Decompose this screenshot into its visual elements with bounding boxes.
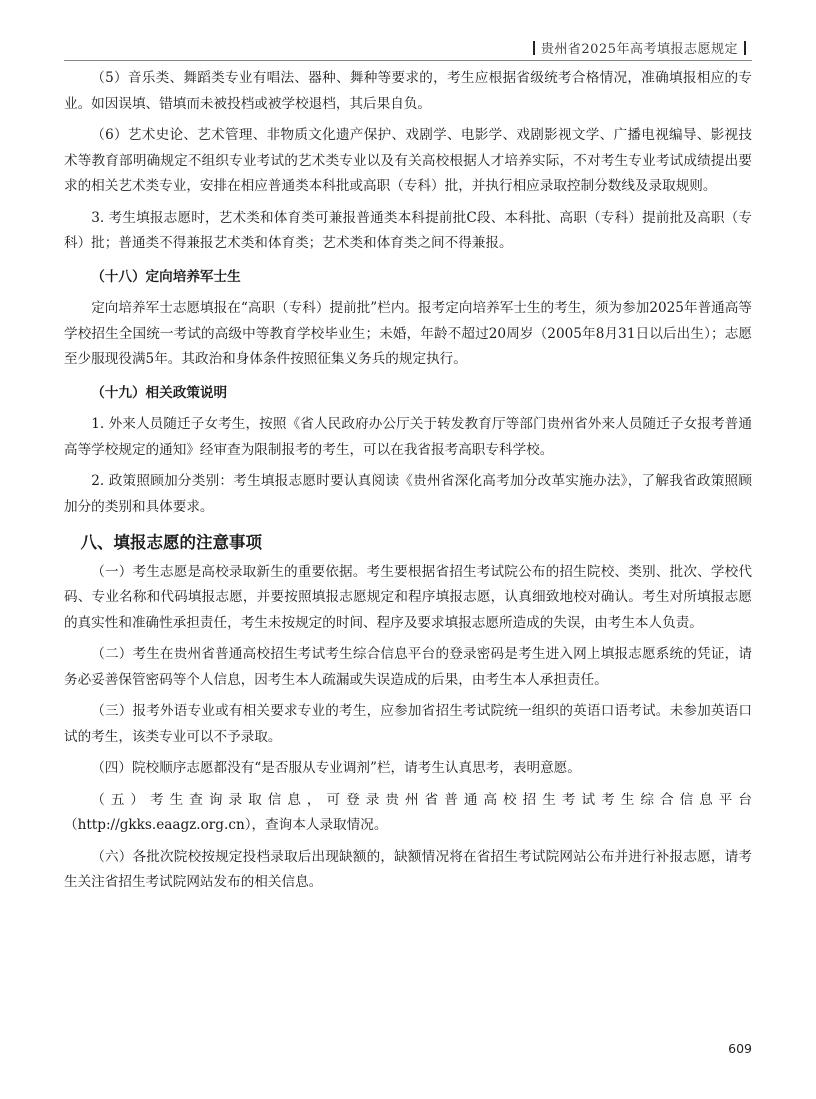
section-8-item-6: （六）各批次院校按规定投档录取后出现缺额的，缺额情况将在省招生考试院网站公布并进行补报志愿，请考生关注省招生考试院网站发布的相关信息。 — [64, 848, 752, 890]
section-8-item-5: （五）考生查询录取信息，可登录贵州省普通高校招生考试考生综合信息平台（http://gkks.eaagz.org.cn），查询本人录取情况。 — [64, 791, 752, 833]
header-bar-left — [533, 41, 535, 55]
paragraph-art-theory: （6）艺术史论、艺术管理、非物质文化遗产保护、戏剧学、电影学、戏剧影视文学、广播电视编导、影视技术等教育部明确规定不组织专业考试的艺术类专业以及有关高校根据人才培养实际，不对考生专业考试成绩提出要求的相关艺术类专业，安排在相应普通类本科批或高职（专科）批，并执行相应录取控制分数线及录取规则。 — [64, 127, 752, 194]
section-8-item-3: （三）报考外语专业或有相关要求专业的考生，应参加省招生考试院统一组织的英语口语考试。未参加英语口试的考生，该类专业可以不予录取。 — [64, 703, 752, 745]
header-bar-right — [744, 41, 746, 55]
paragraph-cross-application: 3. 考生填报志愿时，艺术类和体育类可兼报普通类本科提前批C段、本科批、高职（专科）提前批及高职（专科）批；普通类不得兼报艺术类和体育类；艺术类和体育类之间不得兼报。 — [64, 209, 752, 251]
header-rule — [64, 60, 752, 61]
section-8-item-4: （四）院校顺序志愿都没有“是否服从专业调剂”栏，请考生认真思考，表明意愿。 — [91, 760, 581, 776]
section-18-heading: （十八）定向培养军士生 — [91, 268, 241, 285]
page-body — [64, 66, 752, 896]
section-8-item-1: （一）考生志愿是高校录取新生的重要依据。考生要根据省招生考试院公布的招生院校、类别、批次、学校代码、专业名称和代码填报志愿，并要按照填报志愿规定和程序填报志愿，认真细致地校对确认。考生对所填报志愿的真实性和准确性承担责任，考生未按规定的时间、程序及要求填报志愿所造成的失误，由考生本人负责。 — [64, 563, 752, 631]
section-19-item-2: 2. 政策照顾加分类别：考生填报志愿时要认真阅读《贵州省深化高考加分改革实施办法》，了解我省政策照顾加分的类别和具体要求。 — [64, 473, 752, 515]
page-number: 609 — [728, 1041, 752, 1056]
section-19-item-1: 1. 外来人员随迁子女考生，按照《省人民政府办公厅关于转发教育厅等部门贵州省外来人员随迁子女报考普通高等学校规定的通知》经审查为限制报考的考生，可以在我省报考高职专科学校。 — [64, 416, 752, 458]
paragraph-music-dance: （5）音乐类、舞蹈类专业有唱法、器种、舞种等要求的，考生应根据省级统考合格情况，准确填报相应的专业。如因误填、错填而未被投档或被学校退档，其后果自负。 — [64, 70, 752, 112]
section-19-heading: （十九）相关政策说明 — [91, 384, 228, 401]
section-18-body: 定向培养军士志愿填报在“高职（专科）提前批”栏内。报考定向培养军士生的考生，须为参加2025年普通高等学校招生全国统一考试的高级中等教育学校毕业生；未婚，年龄不超过20周岁（2005年8月31日以后出生）；志愿至少服现役满5年。其政治和身体条件按照征集义务兵的规定执行。 — [64, 300, 752, 367]
running-title: 贵州省2025年高考填报志愿规定 — [540, 42, 738, 57]
section-8-heading: 八、填报志愿的注意事项 — [80, 533, 262, 552]
running-header — [527, 38, 752, 57]
section-8-item-2: （二）考生在贵州省普通高校招生考试考生综合信息平台的登录密码是考生进入网上填报志愿系统的凭证，请务必妥善保管密码等个人信息，因考生本人疏漏或失误造成的后果，由考生本人承担责任。 — [64, 646, 752, 688]
